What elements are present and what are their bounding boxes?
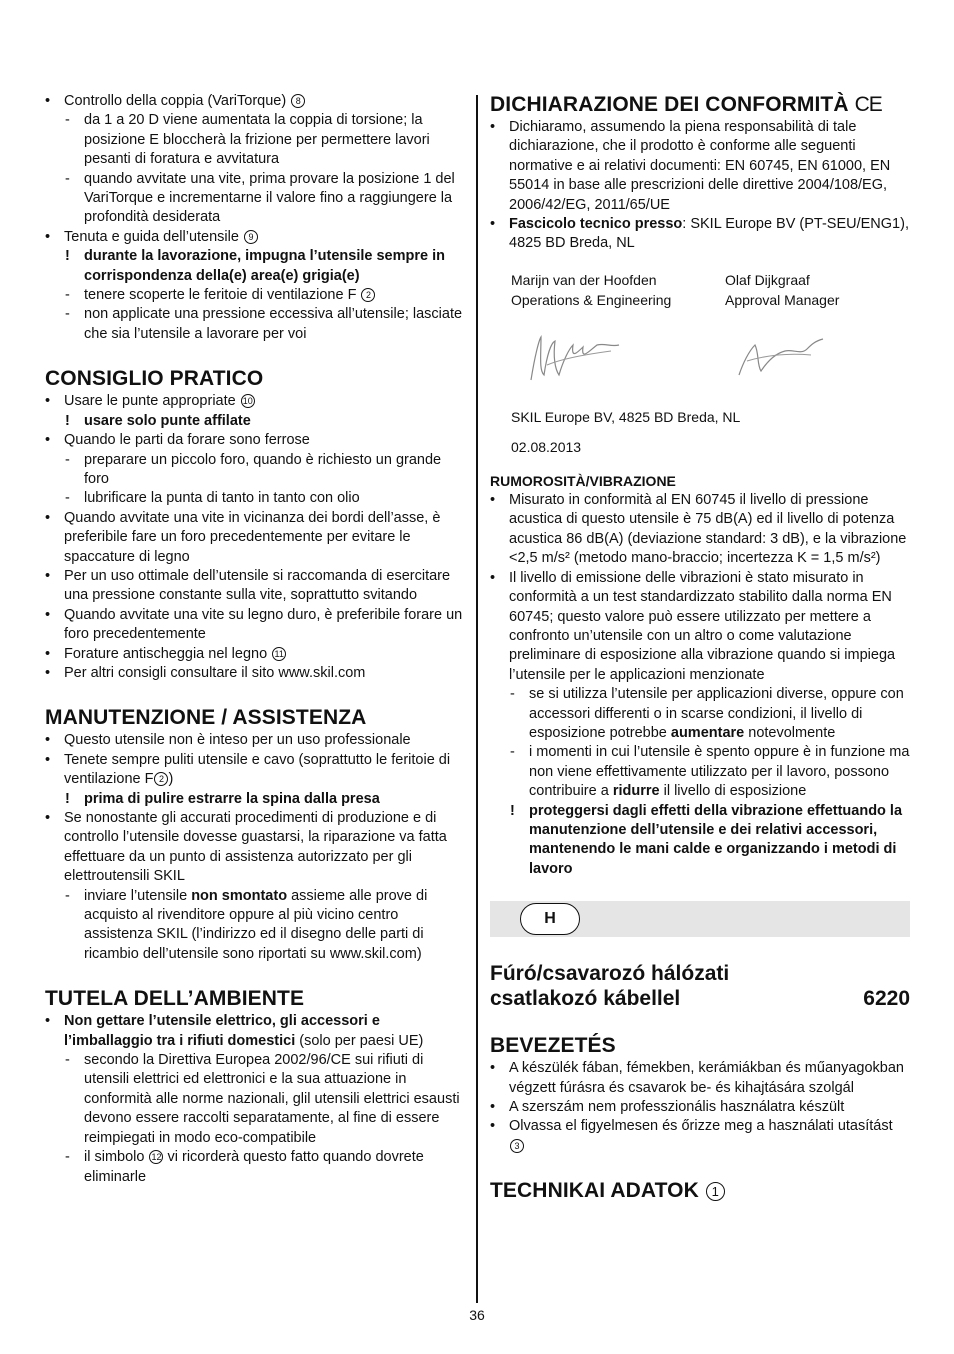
ref-number: 2 [154,772,168,786]
tips-list [45,392,470,683]
ref-number: 9 [244,230,258,244]
list-item: • Misurato in conformità al EN 60745 il livello di pressione acustica di questo utensile è 75 dB(A) ed il livello di potenza acustica 86 dB(A) (deviazione standard: 3 dB), e la vibrazione <2,5 m/s² (metodo mano-braccio; incertezza K = 1,5 m/s²) [490,491,910,569]
ref-number: 11 [272,647,286,661]
declaration-section [490,92,910,458]
declaration-list [490,118,910,254]
list-item: • Il livello di emissione delle vibrazioni è stato misurato in conformità a un test standardizzato stabilito dalla norma EN 60745; questo valore può essere utilizzato per mettere a confronto un’utensile con un altro o come valutazione preliminare di esposizione alla vibrazione quando si impiega l’utensile per le applicazioni menzionate [490,569,910,685]
list-item: - tenere scoperte le feritoie di ventilazione F 2 [45,286,470,305]
list-item: • A készülék fában, fémekben, kerámiákban és műanyagokban végzett fúrásra és csavarok be- és kihajtására szolgál [490,1059,910,1098]
environment-heading: TUTELA DELL’AMBIENTE [45,987,305,1011]
maintenance-section [45,705,470,964]
list-item: • Non gettare l’utensile elettrico, gli accessori e l’imballaggio tra i rifiuti domestici (solo per paesi UE) [45,1012,470,1051]
tips-heading: CONSIGLIO PRATICO [45,367,264,391]
noise-list [490,491,910,879]
list-item: • Controllo della coppia (VariTorque) 8 [45,92,470,111]
list-item: • Dichiaramo, assumendo la piena responsabilità di tale dichiarazione, che il prodotto è conforme alle seguenti normative e ai relativi documenti: EN 60745, EN 61000, EN 55014 in base alle prescrizioni delle direttive 2004/108/EG, 2006/42/EG, 2011/65/UE [490,118,910,215]
warning-item: ! proteggersi dagli effetti della vibrazione effettuando la manutenzione dell’utensile e dei relativi accessori, mantenendo le mani calde e organizzando i metodi di lavoro [490,802,910,880]
language-band [490,901,910,937]
warning-item: ! prima di pulire estrarre la spina dalla presa [45,790,470,809]
signature-drawings [511,325,851,395]
list-item: • Fascicolo tecnico presso: SKIL Europe BV (PT-SEU/ENG1), 4825 BD Breda, NL [490,215,910,254]
ref-number: 3 [510,1139,524,1153]
list-item: - se si utilizza l’utensile per applicazioni diverse, oppure con accessori differenti o in scarse condizioni, il livello di esposizione potrebbe aumentare notevolmente [490,685,910,743]
ref-number: 10 [242,396,253,407]
tech-heading: TECHNIKAI ADATOK 1 [490,1178,910,1204]
list-item: • Per un uso ottimale dell’utensile si raccomanda di esercitare una pressione constante sulla vite, soprattutto svitando [45,567,470,606]
warning-item: ! usare solo punte affilate [45,412,470,431]
tech-section [490,1178,910,1204]
list-item: • Se nonostante gli accurati procedimenti di produzione e di controllo l’utensile dovesse guastarsi, la riparazione va fatta effettuare da un punto di assistenza autorizzato per gli elettroutensili SKIL [45,809,470,887]
signatory-1: Marijn van der Hoofden Operations & Engineering [511,271,672,308]
ref-number: 12 [151,1152,162,1163]
intro-list [490,1059,910,1156]
list-item: • Olvassa el figyelmesen és őrizze meg a használati utasítást 3 [490,1117,910,1156]
list-item: - i momenti in cui l’utensile è spento oppure è in funzione ma non viene effettivamente utilizzato per il lavoro, possono contribuire a ridurre il livello di esposizione [490,743,910,801]
list-item: • Quando avvitate una vite su legno duro, è preferibile forare un foro precedentemente [45,606,470,645]
list-item: • Quando avvitate una vite in vicinanza dei bordi dell’asse, è preferibile fare un foro precedentemente per evitare le spaccature di legno [45,509,470,567]
list-item: • Usare le punte appropriate 10 [45,392,470,411]
list-item: - preparare un piccolo foro, quando è richiesto un grande foro [45,451,470,490]
list-item: • Questo utensile non è inteso per un uso professionale [45,731,470,750]
ref-number: 2 [361,288,375,302]
declaration-date: 02.08.2013 [511,439,582,456]
signatories [490,270,910,310]
signatures [490,320,910,400]
list-item: • Tenete sempre puliti utensile e cavo (soprattutto le feritoie di ventilazione F 2 ) [45,751,470,790]
ce-mark: CE [854,93,882,116]
intro-section [490,1033,910,1156]
tips-section [45,366,470,683]
list-item: - quando avvitate una vite, prima provare la posizione 1 del VariTorque e incrementarne il valore fino a raggiungere la profondità desiderata [45,170,470,228]
language-badge: H [520,903,580,935]
warning-item: ! durante la lavorazione, impugna l’utensile sempre in corrispondenza della(e) area(e) grigia(e) [45,247,470,286]
product-model: 6220 [863,987,910,1011]
list-item: • Forature antischeggia nel legno 11 [45,645,470,664]
declaration-heading: DICHIARAZIONE DEI CONFORMITÀ CE [490,93,882,116]
maintenance-list [45,731,470,964]
list-item: • Tenuta e guida dell’utensile 9 [45,228,470,247]
company-address: SKIL Europe BV, 4825 BD Breda, NL [511,408,741,425]
maintenance-heading: MANUTENZIONE / ASSISTENZA [45,706,367,730]
noise-heading: RUMOROSITÀ/VIBRAZIONE [490,472,676,489]
left-column [45,92,470,1187]
environment-section [45,986,470,1187]
ref-number: 8 [291,94,305,108]
list-item: - da 1 a 20 D viene aumentata la coppia di torsione; la posizione E bloccherà la frizione per permettere lavori pesanti di foratura e avvitatura [45,111,470,169]
list-item: • Quando le parti da forare sono ferrose [45,431,470,450]
list-item: • Per altri consigli consultare il sito www.skil.com [45,664,470,683]
page-number: 36 [469,1307,485,1323]
list-item: - inviare l’utensile non smontato assieme alle prove di acquisto al rivenditore oppure al più vicino centro assistenza SKIL (l’indirizzo ed il disegno delle parti di ricambio dell’utensile sono riportati su www.skil.com) [45,887,470,965]
noise-section [490,472,910,880]
list-item: - secondo la Direttiva Europea 2002/96/CE sui rifiuti di utensili elettrici ed elettronici e la sua attuazione in conformità alle norme nazionali, glil utensili elettrici esausti devono essere raccolti separatamente, al fine di essere reimpiegati in modo eco-compatibile [45,1051,470,1148]
environment-list [45,1012,470,1187]
intro-heading: BEVEZETÉS [490,1034,616,1058]
list-item: • A szerszám nem professzionális használatra készült [490,1098,910,1117]
varitorque-list [45,92,470,344]
signatory-2: Olaf Dijkgraaf Approval Manager [725,271,840,308]
ref-number: 1 [706,1182,725,1201]
list-item: - non applicate una pressione eccessiva all’utensile; lasciate che sia l’utensile a lavorare per voi [45,305,470,344]
product-title: Fúró/csavarozó hálózati csatlakozó kábellel 6220 [490,962,910,1011]
right-column [490,92,910,1204]
list-item: - lubrificare la punta di tanto in tanto con olio [45,489,470,508]
column-divider [476,95,478,1303]
list-item: - il simbolo 12 vi ricorderà questo fatto quando dovrete eliminarle [45,1148,470,1187]
